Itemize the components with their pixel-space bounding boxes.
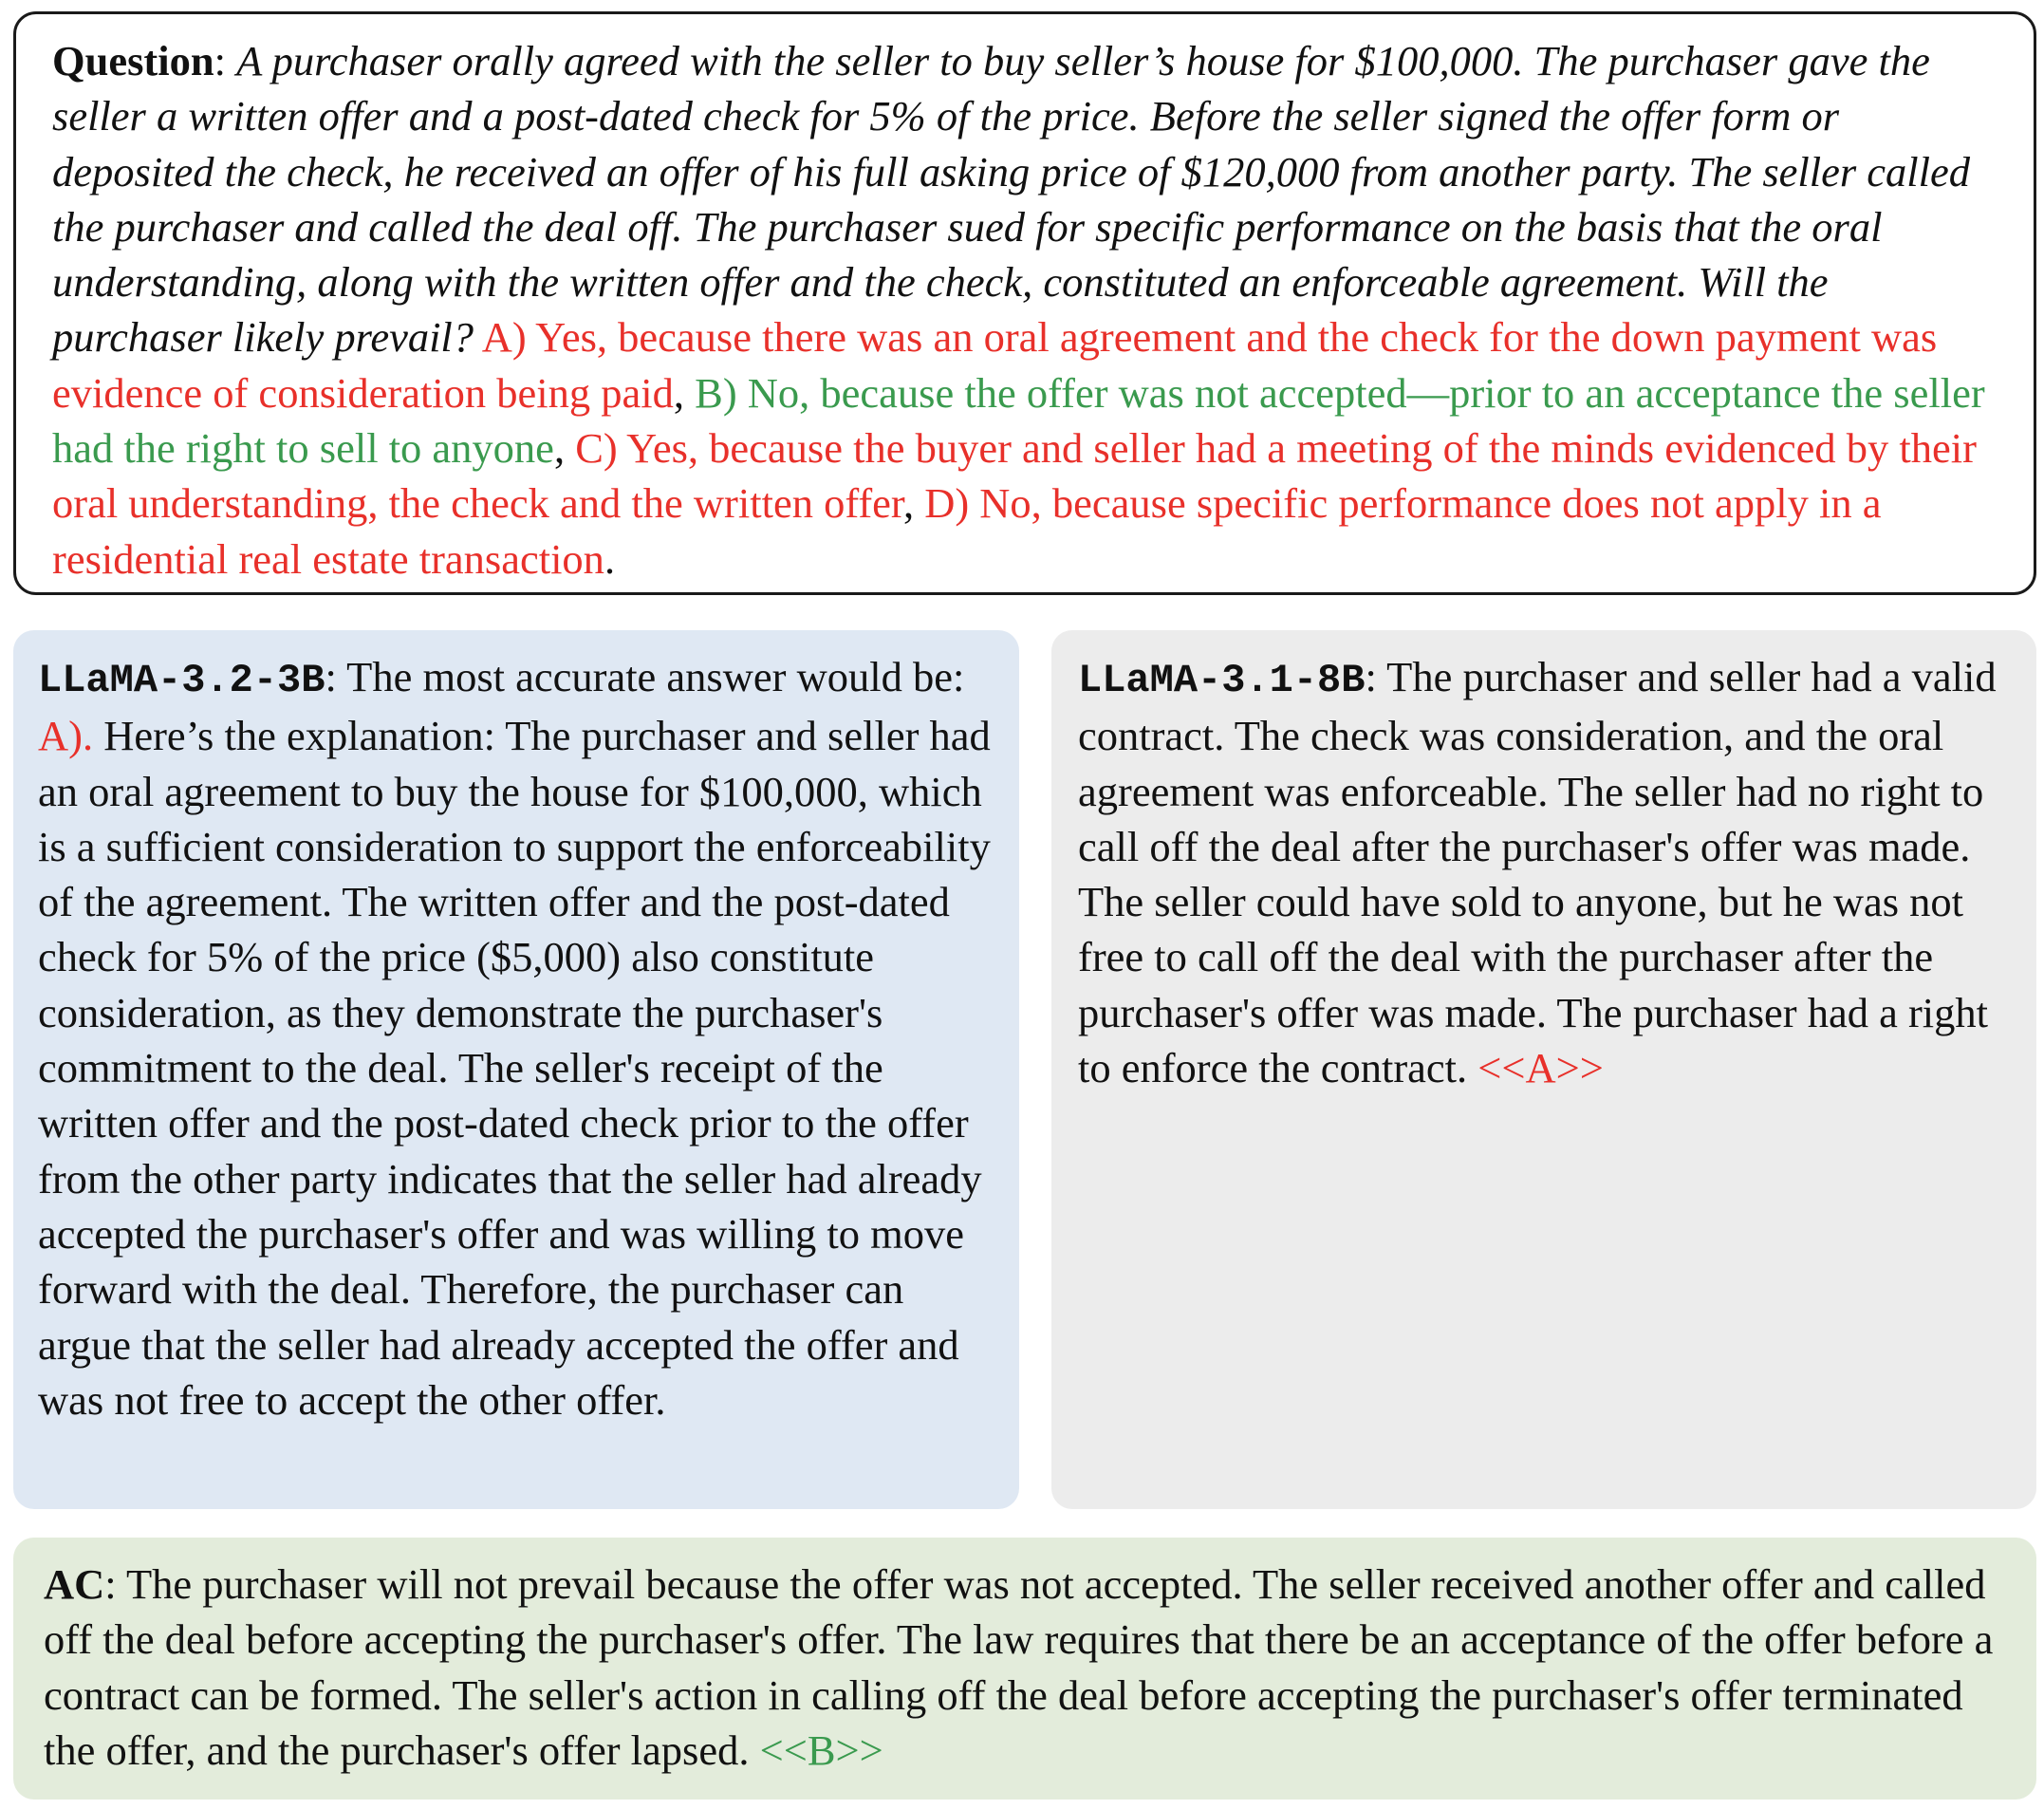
option-b: B) No, because the offer was not accepted—prior to an acceptance the seller had the right to sell to anyone [52,368,1985,473]
llama-3b-body: Here’s the explanation: The purchaser and seller had an oral agreement to buy the house for $100,000, which is a sufficient consideration to support the enforceability of the agreement. The written offer and the post-dated check for 5% of the price ($5,000) also constitute consideration, as they demonstrate the purchaser's commitment to the deal. The seller's receipt of the written offer and the post-dated check prior to the offer from the other party indicates that the seller had already accepted the purchaser's offer and was willing to move forward with the deal. Therefore, the purchaser can argue that the seller had already accepted the offer and was not free to accept the other offer. [38,712,991,1424]
llama-3b-response-box [13,630,1019,1509]
llama-8b-response-box [1051,630,2036,1509]
ac-body: The purchaser will not prevail because the offer was not accepted. The seller received another offer and called off the deal before accepting the purchaser's offer. The law requires that there be an acceptance of the offer before a contract can be formed. The seller's action in calling off the deal before accepting the purchaser's offer terminated the offer, and the purchaser's offer lapsed. [44,1560,1994,1774]
question-period: . [604,534,616,583]
llama-3b-separator: : [325,653,347,700]
llama-8b-response [1078,649,2016,1095]
option-a: A) Yes, because there was an oral agreement and the check for the down payment was evidence of consideration being paid [52,313,1938,417]
question-text [52,33,2005,587]
llama-3b-intro: The most accurate answer would be: [346,653,965,700]
question-box [13,11,2036,595]
llama-8b-model-name: LLaMA-3.1-8B [1078,658,1366,703]
comma-2: , [553,424,576,473]
llama-8b-answer: <<A>> [1477,1044,1604,1092]
question-separator: : [214,37,237,84]
comma-3: , [902,479,925,528]
llama-8b-body: The purchaser and seller had a valid contract. The check was consideration, and the oral agreement was enforceable. The seller had no right to call off the deal after the purchaser's offer was made. The seller could have sold to anyone, but he was not free to call off the deal with the purchaser after the purchaser's offer was made. The purchaser had a right to enforce the contract. [1078,653,1997,1092]
question-label: Question [52,37,214,84]
comma-1: , [673,368,696,417]
ac-label: AC [44,1560,105,1608]
ac-response-box [13,1538,2036,1800]
ac-separator: : [104,1560,126,1608]
ac-response [44,1557,2016,1778]
llama-3b-response [38,649,998,1427]
llama-3b-answer: A). [38,712,94,760]
option-c: C) Yes, because the buyer and seller had a meeting of the minds evidenced by their oral understanding, the check and the written offer [52,424,1977,528]
llama-8b-separator: : [1365,653,1387,700]
llama-3b-model-name: LLaMA-3.2-3B [38,658,325,703]
option-d: D) No, because specific performance does not apply in a residential real estate transaction [52,479,1882,583]
ac-answer: <<B>> [759,1725,883,1774]
question-stem: A purchaser orally agreed with the seller to buy seller’s house for $100,000. The purchaser gave the seller a written offer and a post-dated check for 5% of the price. Before the seller signed the offer form or deposited the check, he received an offer of his full asking price of $120,000 from another party. The seller called the purchaser and called the deal off. The purchaser sued for specific performance on the basis that the oral understanding, along with the written offer and the check, constituted an enforceable agreement. Will the purchaser likely prevail? [52,37,1971,362]
